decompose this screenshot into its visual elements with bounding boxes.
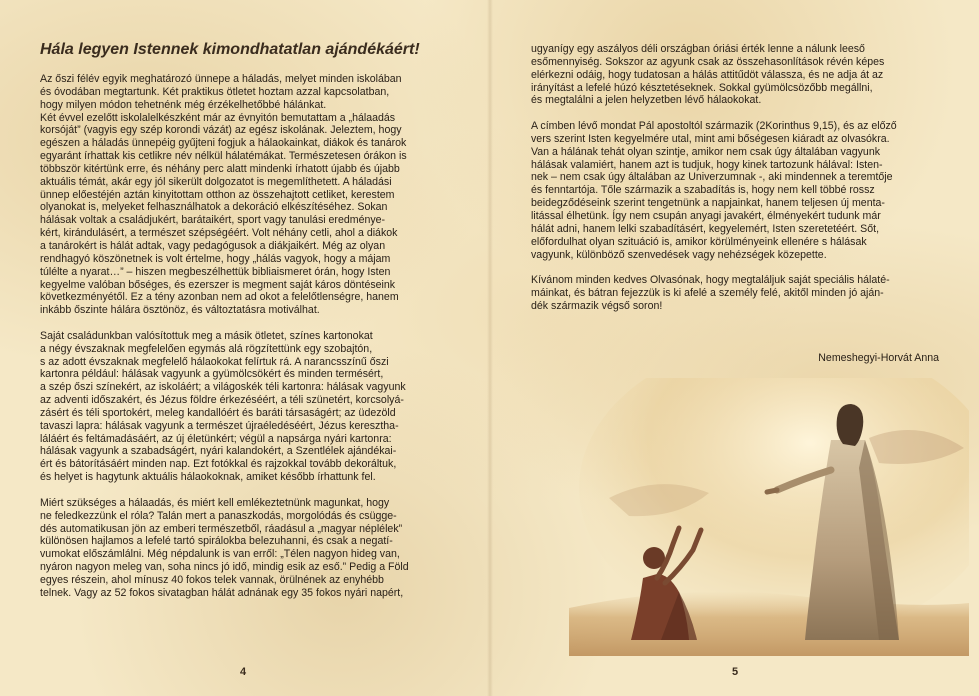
paragraph-gap [531, 107, 897, 120]
text-line: hálásak valamiért, hanem azt is tudjuk, hogy kinek tartozunk hálával: Isten- [531, 158, 883, 171]
text-line: s az adott évszaknak megfelelő hálaokokat felírtuk rá. A narancsszínű őszi [40, 355, 389, 368]
text-line: inkább őszinte hálára ösztönöz, és változtatásra motiválhat. [40, 304, 320, 317]
text-line: dés automatikusan jön az emberi természetből, ráadásul a „magyar néplélek” [40, 522, 403, 535]
right-page [489, 0, 979, 696]
watercolor-illustration [569, 378, 969, 656]
text-line: hálásak vagyunk a szabadságért, nyári kalandokért, a Szentlélek ajándékai- [40, 445, 397, 458]
text-line: a szép őszi színekért, az iskoláért; a világoskék téli kartonra: hálásak vagyunk [40, 381, 406, 394]
text-line: rendhagyó köszönetnek is volt értelme, hogy „hálás vagyok, hogy a májam [40, 252, 391, 265]
text-line: Az őszi félév egyik meghatározó ünnepe a háladás, melyet minden iskolában [40, 73, 402, 85]
text-line: láláért és feltámadásáért, az új életünkért; végül a napsárga nyári kartonra: [40, 432, 392, 445]
text-line: előfordulhat olyan szituáció is, amikor körülményeink ellenére s hálásak [531, 235, 867, 248]
text-line: Miért szükséges a hálaadás, és miért kell emlékeztetnünk magunkat, hogy [40, 496, 390, 509]
text-line: egyes részein, ahol mínusz 40 fokos telek vannak, örülnének az enyhébb [40, 573, 384, 586]
text-line: túlélte a nyarat…” – hiszen megbeszélhettük bibliaismeret órán, hogy Isten [40, 265, 391, 278]
text-line: máinkat, és bátran fejezzük is ki afelé a személy felé, akitől minden jó aján- [531, 287, 884, 300]
text-line: telnek. Vagy az 52 fokos sivatagban hálát adnának egy 35 fokos nyári napért, [40, 586, 404, 599]
text-line: vumokat előszámlálni. Még népdalunk is van erről: „Télen nagyon hideg van, [40, 548, 400, 561]
text-line: többször kitértünk erre, és néhány perc alatt mindenki írhatott újabb és újabb [40, 162, 400, 175]
text-line: tavaszi lapra: hálásak vagyunk a természet újraéledéséért, Jézus kereszthа- [40, 419, 399, 432]
text-line: ne feledkezzünk el róla? Talán mert a panaszkodás, morgolódás és csügge- [40, 509, 397, 522]
text-line: vers szerint Isten kegyelmére utal, mint ami bőségesen kiáradt az olvasókra. [531, 132, 890, 145]
text-line: egészen a háladás ünnepéig gyűjteni fogjuk a hálaokainkat, diákok és tanárok [40, 137, 407, 150]
text-line: hogy milyen módon tehetnénk még érzékelhetőbbé hálánkat. [40, 98, 327, 111]
text-line: Van a hálának tehát olyan szintje, amikor nem csak úgy általában vagyunk [531, 145, 881, 158]
text-line: beidegződéseink szerint tengetnünk a napjainkat, hanem teljesen új menta- [531, 197, 885, 210]
left-page [0, 0, 489, 696]
text-line: kért, kirándulásért, a természet szépségéért. Volt néhány cetli, ahol a diákok [40, 227, 398, 240]
text-line: Két évvel ezelőtt iskolalelkészként már az évnyitón bemutattam a „hálaadás [40, 111, 396, 124]
text-line: hálásak voltak a családjukért, barátaikért, sport vagy tanulási eredménye- [40, 214, 386, 227]
text-line: kartonra például: hálásak vagyunk a gyümölcsökért és minden termésért, [40, 368, 384, 381]
text-line: vagyunk, különböző szenvedések vagy nehézségek közepette. [531, 248, 827, 261]
text-line: ért és bátorításáért minden nap. Ezt fotókkal és rajzokkal tovább dekoráltuk, [40, 458, 397, 471]
text-line: különösen hajlamos a lefelé tartó spirálokba belezuhanni, és csak a negatí- [40, 535, 393, 548]
author-signature: Nemeshegyi-Horvát Anna [818, 352, 939, 364]
text-line: Saját családunkban valósítottuk meg a másik ötletet, színes kartonokat [40, 329, 373, 342]
paragraph-gap [40, 317, 409, 330]
text-line: nyáron nagyon meleg van, soha nincs jó idő, mindig esik az eső.” Pedig a Föld [40, 561, 409, 574]
text-line: aktuális témát, akár egy jól sikerült dolgozatot is megemlíthetett. A háladási [40, 175, 392, 188]
text-line: zásért és téli sportokért, meleg kandallóért és baráti társaságért; az üdezöld [40, 406, 396, 419]
left-text-column [40, 73, 409, 600]
text-line: és fenntartója. Tőle származik a szabadítás is, hogy nem kell többé rossz [531, 184, 875, 197]
text-line: esőmennyiség. Sokszor az agyunk csak az összehasonlítások révén képes [531, 55, 885, 68]
text-line: A címben lévő mondat Pál apostoltól származik (2Korinthus 9,15), és az előző [531, 120, 897, 133]
text-line: a tanárokért is hálát adtak, vagy pedagógusok a diákjaikért. Még az olyan [40, 239, 386, 252]
text-line: és megtalálni a jelen helyzetben lévő hálaokokat. [531, 94, 762, 107]
page-number-left: 4 [240, 666, 247, 678]
text-line: dék származik végső soron! [531, 299, 663, 312]
page-number-right: 5 [732, 666, 739, 678]
text-line: a négy évszaknak megfelelően egymás alá rögzítettünk egy szobajtón, [40, 342, 373, 355]
text-line: ugyanígy egy aszályos déli országban óriási érték lenne a nálunk leeső [531, 43, 865, 55]
paragraph-gap [531, 261, 897, 274]
text-line: és óvodában megtartunk. Két praktikus ötletet hoztam azzal kapcsolatban, [40, 85, 390, 98]
text-line: elérkezni odáig, hogy tudatosan a hálás attitűdöt válassza, és ne adja át az [531, 68, 884, 81]
text-line: irányítást a lefelé húzó késztetéseknek. Sokkal gyümölcsözőbb megállni, [531, 81, 873, 94]
article-title: Hála legyen Istennek kimondhatatlan ajándékáért! [40, 41, 420, 58]
paragraph-gap [40, 484, 409, 497]
text-line: nek – nem csak úgy általában az Univerzumnak -, aki mindennek a teremtője [531, 171, 893, 184]
text-line: korsóját” (vagyis egy szép korondi vázát) az egész iskolának. Jeleztem, hogy [40, 124, 402, 137]
text-line: az adventi időszakért, és Jézus földre érkezéséért, a téli szünetért, korcsolyá- [40, 394, 404, 407]
text-line: ünnep előestéjén aztán kinyitottam otthon az összehajtott cetliket, kerestem [40, 188, 395, 201]
text-line: litással élhetünk. Így nem csupán anyagi javakért, élményekért tudunk már [531, 209, 881, 222]
text-line: és helyet is hagytunk aktuális hálaokoknak, amiket később írhattunk fel. [40, 471, 376, 484]
right-text-column [531, 43, 897, 313]
text-line: következményétől. Ez a tény azonban nem ad okot a felelőtlenségre, hanem [40, 291, 399, 304]
text-line: hálát adni, hanem lelki szabadításért, kegyelemért, Isten szeretetéért. Sőt, [531, 222, 880, 235]
text-line: Kívánom minden kedves Olvasónak, hogy megtaláljuk saját speciális hálaté- [531, 274, 890, 287]
text-line: kegyelme valóban bőséges, és ezerszer is megment saját káros döntéseink [40, 278, 396, 291]
text-line: olyanokat is, melyeket felhasználhatok a dekoráció elkészítéséhez. Sokan [40, 201, 388, 214]
text-line: egyaránt írhattak kis cetlikre név nélkül hálatémákat. Természetesen órákon is [40, 150, 407, 163]
